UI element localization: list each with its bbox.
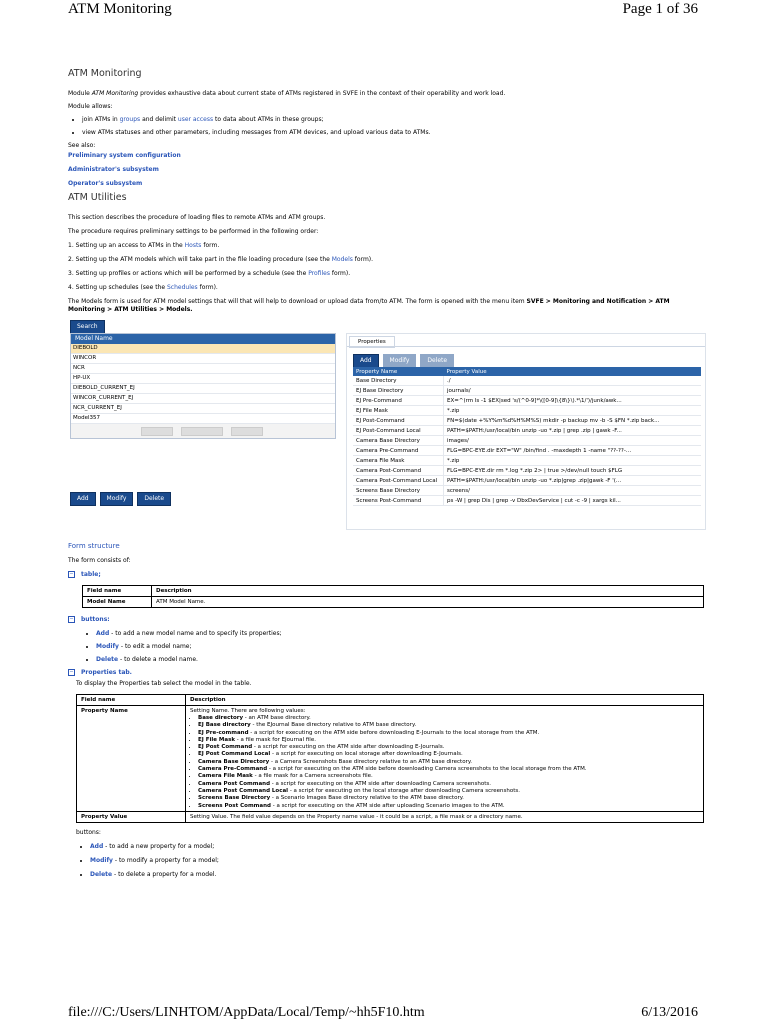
groups-link[interactable]: groups — [119, 116, 141, 123]
models-form-screenshot — [68, 320, 704, 530]
property-value-cell: ps -W | grep Dis | grep -v DbxDevService | cut -c -9 | xargs kil... — [444, 496, 702, 506]
value-desc: - a script for executing on the ATM side after downloading Camera screenshots. — [270, 780, 491, 787]
tab-properties[interactable]: Properties — [349, 336, 395, 348]
list-item — [198, 803, 699, 810]
button-desc: - to modify a property for a model; — [112, 856, 219, 864]
print-header-title: ATM Monitoring — [68, 1, 172, 17]
field-name-cell: Property Value — [77, 811, 186, 822]
properties-select-text: To display the Properties tab select the model in the table. — [76, 680, 252, 687]
list-item — [198, 737, 699, 744]
list-item — [198, 795, 699, 802]
value-desc: - an ATM base directory. — [243, 715, 311, 721]
table-row[interactable] — [353, 406, 701, 416]
property-name-cell: EJ Post-Command Local — [353, 426, 444, 436]
collapse-icon[interactable]: − — [69, 571, 74, 577]
property-name-cell: Screens Post-Command — [353, 496, 444, 506]
model-fields-table — [82, 585, 704, 608]
value-name: Screens Base Directory — [198, 795, 271, 802]
table-section-toggle[interactable] — [68, 571, 704, 579]
module-allows-list — [68, 116, 704, 137]
button-desc: - to edit a model name; — [118, 643, 192, 650]
step-text: 4. Setting up schedules (see the — [68, 284, 167, 291]
table-row[interactable] — [353, 496, 701, 506]
table-row[interactable]: DIEBOLD_CURRENT_EJ — [71, 384, 335, 394]
field-name-header: Field name — [83, 586, 152, 597]
property-name-cell: Camera File Mask — [353, 456, 444, 466]
step-1 — [68, 242, 704, 250]
property-value-cell: *.zip — [444, 456, 702, 466]
collapse-icon[interactable]: − — [69, 616, 74, 622]
add-label: Add — [90, 842, 104, 850]
bullet-text: and delimit — [140, 116, 178, 123]
list-item — [82, 116, 704, 124]
property-name-cell: EJ Pre-Command — [353, 396, 444, 406]
table-row[interactable]: WINCOR — [71, 354, 335, 364]
toggle-label: table; — [81, 571, 101, 578]
list-item — [198, 766, 699, 773]
property-value-cell: ./ — [444, 376, 702, 386]
list-item — [198, 773, 699, 780]
delete-model-button[interactable]: Delete — [137, 492, 171, 506]
property-value-cell: screens/ — [444, 486, 702, 496]
modify-label: Modify — [96, 643, 119, 650]
property-name-header: Property Name — [353, 367, 444, 376]
value-desc: - a Scenario Images Base directory relative to the ATM base directory. — [270, 795, 464, 802]
value-desc: - a script for executing on the ATM side before downloading E-Journals to the local storage from the ATM. — [248, 729, 540, 736]
table-row[interactable]: NCR — [71, 364, 335, 374]
table-row[interactable]: NCR_CURRENT_EJ — [71, 404, 335, 414]
list-item — [90, 871, 704, 879]
properties-table — [353, 367, 701, 506]
pager-next[interactable] — [231, 427, 263, 436]
profiles-link[interactable]: Profiles — [308, 270, 330, 277]
document-content — [68, 64, 704, 884]
property-name-cell: Camera Post-Command — [353, 466, 444, 476]
property-values-list — [190, 715, 699, 810]
collapse-icon[interactable]: − — [69, 669, 74, 675]
intro-module-name: ATM Monitoring — [91, 90, 139, 97]
pager-page[interactable] — [181, 427, 223, 436]
print-header-page: Page 1 of 36 — [622, 1, 698, 17]
step-text: form). — [197, 284, 218, 291]
schedules-link[interactable]: Schedules — [166, 284, 198, 291]
model-button-row — [70, 492, 173, 506]
property-name-cell: Base Directory — [353, 376, 444, 386]
table-row — [77, 811, 704, 822]
value-desc: - a script for executing on the local storage after downloading Camera screenshots. — [288, 787, 521, 794]
table-header-row — [83, 586, 704, 597]
form-structure-heading: Form structure — [68, 542, 120, 550]
value-name: Camera Base Directory — [198, 758, 270, 765]
value-name: Camera Post Command — [198, 780, 271, 787]
table-row[interactable] — [353, 416, 701, 426]
table-row[interactable] — [353, 426, 701, 436]
bullet-text: to data about ATMs in these groups; — [213, 116, 324, 123]
property-name-cell: Camera Post-Command Local — [353, 476, 444, 486]
list-item — [198, 781, 699, 788]
list-item — [198, 751, 699, 758]
table-header-row — [77, 695, 704, 706]
section-heading-atm-monitoring: ATM Monitoring — [68, 68, 142, 79]
property-value-cell: EX=^(rm ls -1 $EX|sed 's/(^0-9]*\([0-9]\{8\}\).*\1/')/junk/awk... — [444, 396, 702, 406]
add-model-button[interactable]: Add — [70, 492, 96, 506]
models-intro-text: The Models form is used for ATM model settings that will that will help to download or upload data from/to ATM. The form is opened with the menu item — [68, 298, 527, 305]
add-label: Add — [96, 630, 110, 637]
table-row[interactable] — [353, 376, 701, 386]
hosts-link[interactable]: Hosts — [184, 242, 202, 249]
property-value-cell: journals/ — [444, 386, 702, 396]
list-item — [90, 843, 704, 851]
list-item — [96, 630, 704, 638]
table-row[interactable]: HP-UX — [71, 374, 335, 384]
value-name: Camera Post Command Local — [198, 787, 289, 794]
value-name: EJ Post Command Local — [198, 751, 271, 758]
step-text: form). — [330, 270, 351, 277]
list-item — [198, 722, 699, 729]
table-row[interactable]: WINCOR_CURRENT_EJ — [71, 394, 335, 404]
value-name: EJ File Mask — [198, 736, 236, 743]
intro-paragraph — [68, 90, 704, 98]
property-name-cell: Screens Base Directory — [353, 486, 444, 496]
form-consists-text: The form consists of: — [68, 557, 131, 564]
value-name: Camera Pre-Command — [198, 766, 268, 773]
value-name: Camera File Mask — [198, 773, 253, 780]
property-value-cell: PATH=$PATH:/usr/local/bin unzip -uo *.zip | grep .zip | gawk -F... — [444, 426, 702, 436]
property-name-cell: Camera Base Directory — [353, 436, 444, 446]
button-desc: - to add a new property for a model; — [103, 842, 215, 850]
table-row[interactable] — [353, 396, 701, 406]
modify-model-button[interactable]: Modify — [100, 492, 134, 506]
bullet-text: join ATMs in — [82, 116, 120, 123]
list-item: • view ATMs statuses and other parameters, including messages from ATM devices, and upload various data to ATMs. — [82, 129, 704, 137]
table-row[interactable] — [353, 446, 701, 456]
delete-label: Delete — [90, 870, 113, 878]
section-heading-atm-utilities: ATM Utilities — [68, 192, 127, 203]
step-text: form). — [352, 256, 374, 263]
step-text: 3. Setting up profiles or actions which will be performed by a schedule (see the — [68, 270, 309, 277]
value-name: EJ Base directory — [198, 722, 251, 729]
step-text: 1. Setting up an access to ATMs in the — [68, 242, 185, 249]
buttons2-label: buttons: — [76, 828, 101, 836]
delete-label: Delete — [96, 656, 119, 663]
description-cell: ATM Model Name. — [152, 597, 704, 608]
pager-prev[interactable] — [141, 427, 173, 436]
value-desc: - the EJournal Base directory relative to ATM base directory. — [250, 722, 417, 729]
administrator-subsystem-link[interactable]: Administrator's subsystem — [68, 166, 159, 173]
user-access-link[interactable]: user access — [177, 116, 214, 123]
property-name-cell: EJ Post-Command — [353, 416, 444, 426]
table-row[interactable] — [353, 466, 701, 476]
module-allows-label: Module allows: — [68, 103, 113, 110]
properties-section-toggle[interactable] — [68, 669, 704, 677]
table-row[interactable] — [353, 386, 701, 396]
print-header — [0, 0, 768, 24]
value-desc: - a script for executing on the ATM side after uploading Scenario images to the ATM. — [270, 802, 505, 809]
value-desc: - a Camera Screenshots Base directory relative to an ATM base directory. — [269, 758, 473, 765]
table-row[interactable] — [353, 486, 701, 496]
button-desc: - to add a new model name and to specify its properties; — [109, 630, 282, 637]
list-item — [198, 715, 699, 722]
operator-subsystem-link[interactable]: Operator's subsystem — [68, 180, 143, 187]
property-name-cell: EJ Base Directory — [353, 386, 444, 396]
property-value-header: Property Value — [444, 367, 702, 376]
description-cell — [186, 706, 704, 812]
button-desc: - to delete a model name. — [118, 656, 198, 663]
models-form-intro — [68, 298, 704, 314]
print-footer-path: file:///C:/Users/LINHTOM/AppData/Local/Temp/~hh5F10.htm — [68, 1005, 425, 1020]
table-row[interactable]: Model357 — [71, 414, 335, 424]
description-cell: Setting Value. The field value depends on the Property name value - it could be a script, a file mask or a directory name. — [186, 811, 704, 822]
value-desc: - a file mask for EJournal file. — [235, 736, 316, 743]
table-row[interactable] — [353, 436, 701, 446]
list-item — [198, 744, 699, 751]
property-value-cell: FN=$(date +%Y%m%d%H%M%S) mkdir -p backup mv -b -S $FN *.zip back... — [444, 416, 702, 426]
utilities-paragraph-2: The procedure requires preliminary settings to be performed in the following order: — [68, 228, 319, 235]
modify-label: Modify — [90, 856, 113, 864]
property-value-cell: FLG=BPC-EYE.dir EXT="W" /bin/find . -maxdepth 1 -name "??-??-... — [444, 446, 702, 456]
delete-property-button[interactable]: Delete — [420, 354, 454, 368]
search-button[interactable]: Search — [70, 320, 105, 334]
property-name-cell: EJ File Mask — [353, 406, 444, 416]
value-desc: - a script for executing on local storage after downloading E-Journals. — [270, 751, 463, 758]
model-buttons-list — [68, 630, 704, 664]
property-buttons-list — [68, 843, 704, 879]
step-3 — [68, 270, 704, 278]
list-item — [90, 857, 704, 865]
description-intro: Setting Name. There are following values: — [190, 708, 306, 714]
tab-divider — [347, 346, 705, 347]
value-name: Screens Post Command — [198, 802, 271, 809]
buttons-section-toggle[interactable] — [68, 616, 704, 624]
value-desc: - a script for executing on the ATM side after downloading E-Journals. — [252, 744, 445, 751]
step-2 — [68, 256, 704, 264]
table-row — [77, 706, 704, 812]
intro-text: Module — [68, 90, 92, 97]
property-button-row — [353, 354, 456, 368]
property-value-cell: *.zip — [444, 406, 702, 416]
field-name-cell: Property Name — [77, 706, 186, 812]
table-row[interactable] — [353, 456, 701, 466]
modify-property-button[interactable]: Modify — [383, 354, 417, 368]
table-row[interactable]: DIEBOLD — [71, 344, 335, 354]
property-value-cell: FLG=BPC-EYE.dir rm *.log *.zip 2> | true >/dev/null touch $FLG — [444, 466, 702, 476]
properties-header-row — [353, 367, 701, 376]
list-item — [96, 656, 704, 664]
toggle-label: Properties tab. — [81, 669, 132, 676]
list-item — [198, 730, 699, 737]
table-row[interactable] — [353, 476, 701, 486]
preliminary-config-link[interactable]: Preliminary system configuration — [68, 152, 181, 159]
list-item — [198, 759, 699, 766]
step-text: 2. Setting up the ATM models which will take part in the file loading procedure (see the — [68, 256, 332, 263]
list-item — [96, 643, 704, 651]
model-table — [70, 333, 336, 439]
value-desc: - a script for executing on the ATM side before downloading Camera screenshots to the local storage from the ATM. — [267, 766, 587, 773]
properties-panel — [346, 333, 706, 530]
description-header: Description — [186, 695, 704, 706]
value-name: Base directory — [198, 715, 244, 721]
intro-text-rest: provides exhaustive data about current state of ATMs registered in SVFE in the context of their operability and work load. — [138, 90, 506, 97]
models-menu-path: SVFE > Monitoring and Notification > ATM Monitoring > ATM Utilities > Models. — [68, 298, 670, 313]
table-pager — [71, 424, 335, 438]
property-value-cell: PATH=$PATH:/usr/local/bin unzip -uo *.zip|grep .zip|gawk -F '(... — [444, 476, 702, 486]
value-desc: - a file mask for a Camera screenshots file. — [252, 773, 373, 780]
model-name-header: Model Name — [71, 334, 335, 344]
value-name: EJ Post Command — [198, 744, 253, 751]
value-name: EJ Pre-command — [198, 729, 249, 736]
add-property-button[interactable]: Add — [353, 354, 379, 368]
property-name-cell: Camera Pre-Command — [353, 446, 444, 456]
toggle-label: buttons: — [81, 616, 110, 623]
field-name-cell: Model Name — [83, 597, 152, 608]
property-value-cell: images/ — [444, 436, 702, 446]
button-desc: - to delete a property for a model. — [112, 870, 217, 878]
models-link[interactable]: Models — [331, 256, 353, 263]
properties-fields-table — [76, 694, 704, 823]
print-footer-date: 6/13/2016 — [641, 1005, 698, 1020]
list-item — [198, 788, 699, 795]
see-also-label: See also: — [68, 142, 96, 149]
step-4 — [68, 284, 704, 292]
table-row — [83, 597, 704, 608]
description-header: Description — [152, 586, 704, 597]
utilities-paragraph-1: This section describes the procedure of loading files to remote ATMs and ATM groups. — [68, 214, 326, 221]
step-text: form. — [201, 242, 220, 249]
field-name-header: Field name — [77, 695, 186, 706]
